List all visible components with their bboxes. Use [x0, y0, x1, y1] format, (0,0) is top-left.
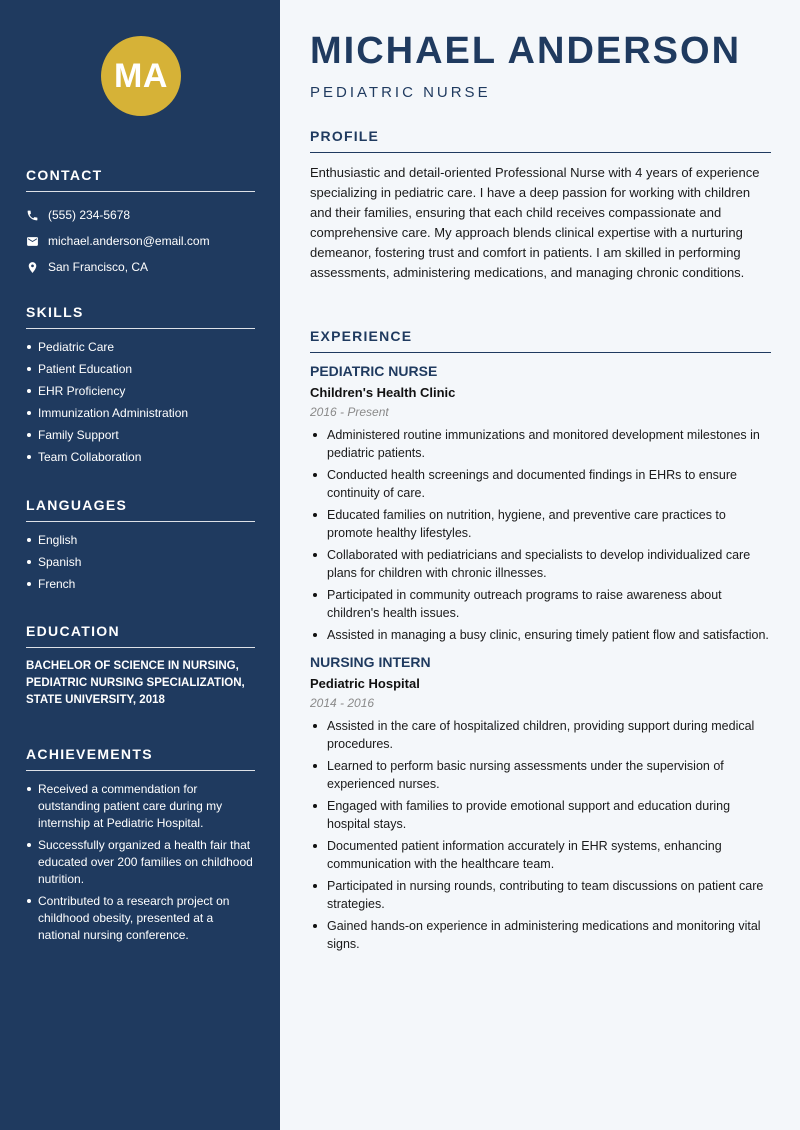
achievements-section [26, 746, 255, 949]
language-item: English [26, 532, 255, 548]
languages-heading: LANGUAGES [26, 497, 255, 522]
profile-text: Enthusiastic and detail-oriented Professional Nurse with 4 years of experience specializing in pediatric care. I have a deep passion for working with children and their families, ensuring that each child receives compassionate and comprehensive care. My approach blends clinical expertise with a nurturing demeanor, fostering trust and comfort in patients. I am skilled in performing assessments, administering medications, and managing chronic conditions. [310, 165, 760, 280]
job-entry [310, 654, 771, 953]
contact-heading: CONTACT [26, 167, 255, 192]
candidate-name: MICHAEL ANDERSON [310, 30, 742, 72]
job-bullet: Participated in community outreach programs to raise awareness about children's health issues. [310, 586, 771, 622]
skill-item: Patient Education [26, 361, 255, 377]
contact-location-text: San Francisco, CA [48, 260, 149, 274]
profile-heading: PROFILE [310, 128, 771, 153]
skills-heading: SKILLS [26, 304, 255, 329]
job-bullet: Collaborated with pediatricians and specialists to develop individualized care plans for children with chronic illnesses. [310, 546, 771, 582]
achievements-list [26, 781, 255, 944]
skills-list [26, 339, 255, 465]
job-role: NURSING INTERN [310, 654, 431, 670]
contact-email [26, 228, 255, 254]
job-bullet: Assisted in the care of hospitalized children, providing support during medical procedures. [310, 717, 771, 753]
email-icon [26, 235, 48, 248]
skill-item: EHR Proficiency [26, 383, 255, 399]
experience-heading: EXPERIENCE [310, 328, 771, 353]
language-item: Spanish [26, 554, 255, 570]
job-role: PEDIATRIC NURSE [310, 363, 438, 379]
contact-phone [26, 202, 255, 228]
avatar-initials: MA [114, 56, 168, 95]
languages-list [26, 532, 255, 592]
education-section [26, 623, 255, 709]
contact-phone-text: (555) 234-5678 [48, 208, 131, 222]
job-company: Pediatric Hospital [310, 676, 420, 691]
avatar [101, 36, 181, 116]
education-text: BACHELOR OF SCIENCE IN NURSING, PEDIATRIC NURSING SPECIALIZATION, STATE UNIVERSITY, 2018 [26, 660, 245, 706]
job-bullet: Gained hands-on experience in administering medications and monitoring vital signs. [310, 917, 771, 953]
language-item: French [26, 576, 255, 592]
education-heading: EDUCATION [26, 623, 255, 648]
job-bullet: Assisted in managing a busy clinic, ensuring timely patient flow and satisfaction. [310, 626, 771, 644]
sidebar [0, 0, 280, 1130]
achievement-item: Received a commendation for outstanding patient care during my internship at Pediatric Hospital. [26, 781, 255, 832]
skill-item: Immunization Administration [26, 405, 255, 421]
location-pin-icon [26, 261, 48, 274]
job-bullet: Engaged with families to provide emotional support and education during hospital stays. [310, 797, 771, 833]
job-company: Children's Health Clinic [310, 385, 456, 400]
job-bullet: Conducted health screenings and documented findings in EHRs to ensure continuity of care. [310, 466, 771, 502]
job-bullet: Administered routine immunizations and monitored development milestones in pediatric patients. [310, 426, 771, 462]
profile-section [310, 128, 771, 283]
contact-section [26, 167, 255, 280]
achievement-item: Contributed to a research project on childhood obesity, presented at a national nursing conference. [26, 893, 255, 944]
job-entry [310, 363, 771, 644]
job-dates: 2016 - Present [310, 405, 389, 419]
skill-item: Team Collaboration [26, 449, 255, 465]
candidate-title: PEDIATRIC NURSE [310, 84, 491, 101]
achievements-heading: ACHIEVEMENTS [26, 746, 255, 771]
job-bullet: Learned to perform basic nursing assessments under the supervision of experienced nurses. [310, 757, 771, 793]
job-bullet: Educated families on nutrition, hygiene, and preventive care practices to promote healthy lifestyles. [310, 506, 771, 542]
job-bullets [310, 426, 771, 644]
job-bullet: Participated in nursing rounds, contributing to team discussions on patient care strategies. [310, 877, 771, 913]
skill-item: Pediatric Care [26, 339, 255, 355]
contact-location [26, 254, 255, 280]
experience-section [310, 328, 771, 963]
skill-item: Family Support [26, 427, 255, 443]
job-bullet: Documented patient information accurately in EHR systems, enhancing communication with the healthcare team. [310, 837, 771, 873]
achievement-item: Successfully organized a health fair that educated over 200 families on childhood nutrition. [26, 837, 255, 888]
job-bullets [310, 717, 771, 953]
contact-email-text: michael.anderson@email.com [48, 234, 210, 248]
job-dates: 2014 - 2016 [310, 696, 375, 710]
languages-section [26, 497, 255, 598]
phone-icon [26, 209, 48, 222]
main-content [280, 0, 800, 1130]
skills-section [26, 304, 255, 471]
